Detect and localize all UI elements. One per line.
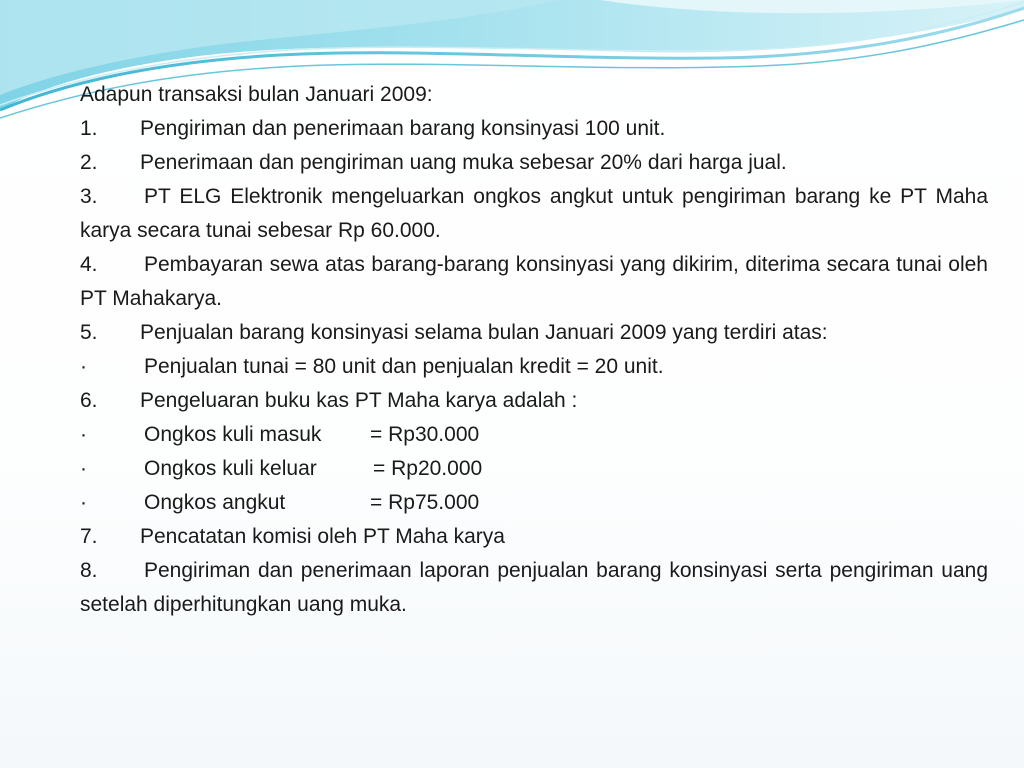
list-item-1: 1. Pengiriman dan penerimaan barang konsinyasi 100 unit. bbox=[80, 117, 666, 140]
list-item-2: 2. Penerimaan dan pengiriman uang muka sebesar 20% dari harga jual. bbox=[80, 151, 787, 174]
sub-bullet-kuli-masuk: · Ongkos kuli masuk = Rp30.000 bbox=[80, 418, 988, 452]
sub-bullet-sales: · Penjualan tunai = 80 unit dan penjualan kredit = 20 unit. bbox=[80, 350, 988, 384]
bullet-icon: · bbox=[80, 355, 87, 378]
slide-body bbox=[80, 78, 988, 622]
list-item-7: 7. Pencatatan komisi oleh PT Maha karya bbox=[80, 525, 505, 548]
list-item-5: 5. Penjualan barang konsinyasi selama bulan Januari 2009 yang terdiri atas: bbox=[80, 321, 828, 344]
intro-text: Adapun transaksi bulan Januari 2009: bbox=[80, 83, 433, 106]
list-item-3: 3. PT ELG Elektronik mengeluarkan ongkos angkut untuk pengiriman barang ke PT Maha karya secara tunai sebesar Rp 60.000. bbox=[80, 185, 988, 242]
bullet-icon: · bbox=[80, 457, 87, 480]
sub-bullet-kuli-keluar: · Ongkos kuli keluar = Rp20.000 bbox=[80, 452, 988, 486]
bullet-icon: · bbox=[80, 423, 87, 446]
list-item-6: 6. Pengeluaran buku kas PT Maha karya adalah : bbox=[80, 389, 578, 412]
bullet-icon: · bbox=[80, 491, 87, 514]
list-item-4: 4. Pembayaran sewa atas barang-barang konsinyasi yang dikirim, diterima secara tunai oleh PT Mahakarya. bbox=[80, 253, 988, 310]
sub-bullet-angkut: · Ongkos angkut = Rp75.000 bbox=[80, 486, 988, 520]
list-item-8: 8. Pengiriman dan penerimaan laporan penjualan barang konsinyasi serta pengiriman uang setelah diperhitungkan uang muka. bbox=[80, 559, 988, 616]
